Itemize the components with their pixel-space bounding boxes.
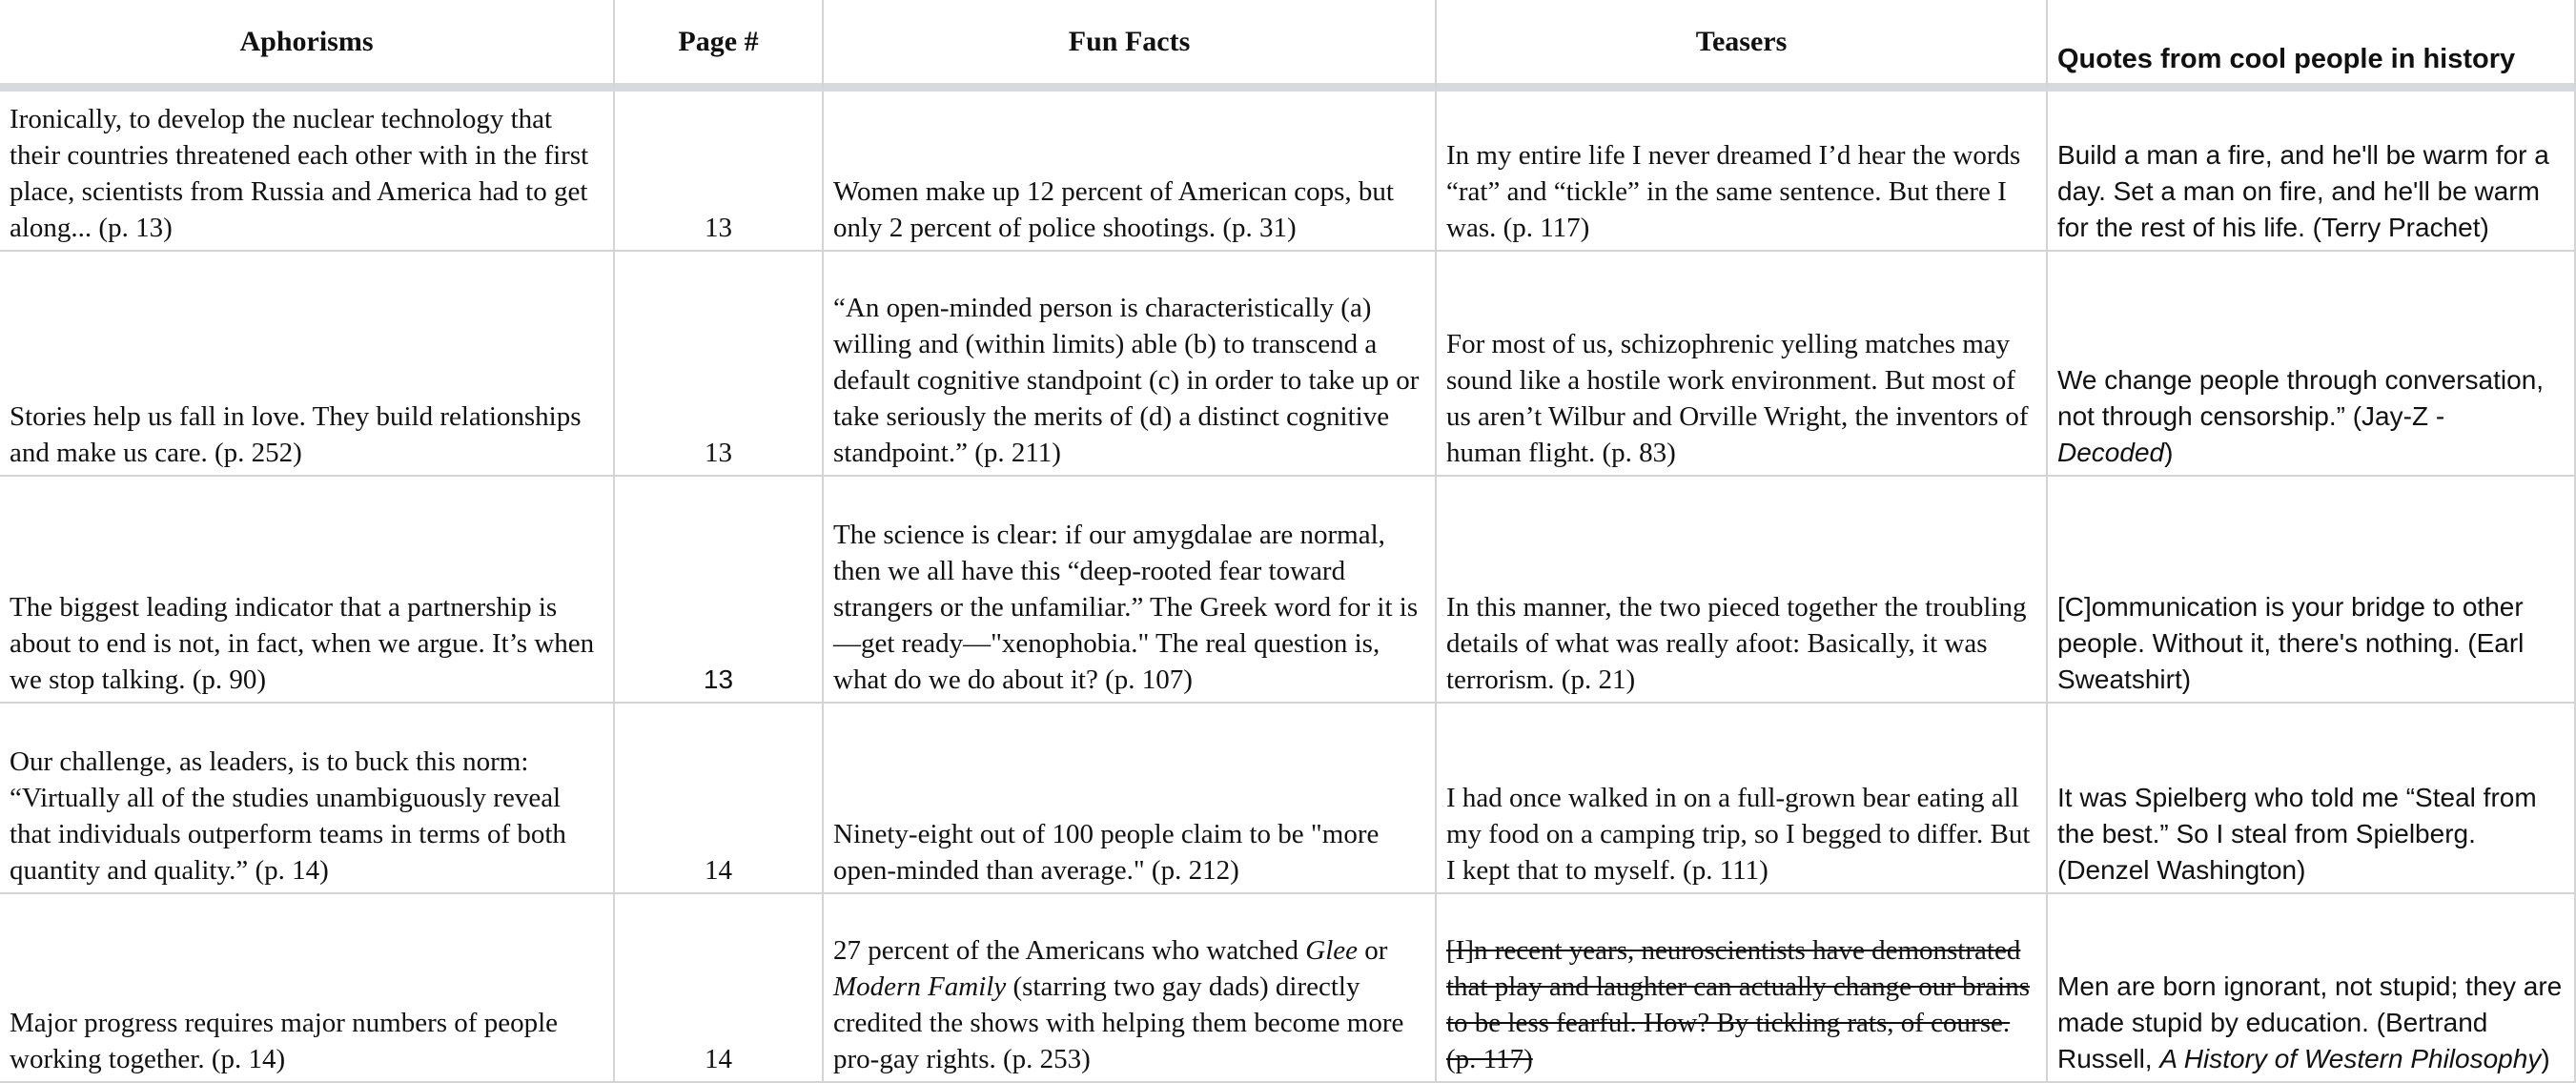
table-cell-teaser[interactable] bbox=[1437, 894, 2048, 1083]
table-cell-fun-fact[interactable] bbox=[824, 252, 1437, 477]
show-title-glee: Glee bbox=[1305, 935, 1358, 966]
header-teasers[interactable] bbox=[1437, 0, 2048, 92]
table-cell-teaser[interactable] bbox=[1437, 704, 2048, 894]
fun-fact-text-c: (starring two gay dads) directly credited the shows with helping them become more pro-gay rights. (p. 253) bbox=[833, 971, 1404, 1074]
table-cell-quote[interactable] bbox=[2048, 704, 2576, 894]
header-page-label: Page # bbox=[678, 25, 759, 57]
cell-text: Our challenge, as leaders, is to buck this norm: “Virtually all of the studies unambiguously reveal that individuals outperform teams in terms of both quantity and quality.” (p. 14) bbox=[10, 746, 566, 886]
cell-text: The biggest leading indicator that a partnership is about to end is not, in fact, when we argue. It’s when we stop talking. (p. 90) bbox=[10, 592, 595, 695]
table-cell-page[interactable] bbox=[615, 894, 824, 1083]
table-cell-fun-fact[interactable] bbox=[824, 704, 1437, 894]
header-fun-facts[interactable] bbox=[824, 0, 1437, 92]
quote-text-b: ) bbox=[2541, 1044, 2550, 1073]
show-title-modern-family: Modern Family bbox=[833, 971, 1007, 1002]
cell-text: Build a man a fire, and he'll be warm for a day. Set a man on fire, and he'll be warm for the rest of his life. (Terry Prachet) bbox=[2057, 140, 2549, 242]
cell-text: “An open-minded person is characteristically (a) willing and (within limits) able (b) to transcend a default cognitive standpoint (c) in order to take up or take seriously the merits of (d) a distinct cognitive standpoint.” (p. 211) bbox=[833, 293, 1420, 468]
header-quotes-label: Quotes from cool people in history bbox=[2057, 44, 2516, 74]
cell-text bbox=[833, 932, 1425, 1077]
cell-text: 14 bbox=[705, 855, 732, 886]
table-cell-fun-fact[interactable] bbox=[824, 477, 1437, 704]
cell-text: Major progress requires major numbers of people working together. (p. 14) bbox=[10, 1008, 559, 1074]
cell-text: For most of us, schizophrenic yelling matches may sound like a hostile work environment. But most of us aren’t Wilbur and Orville Wright, the inventors of human flight. (p. 83) bbox=[1446, 329, 2029, 468]
cell-text: 13 bbox=[705, 438, 732, 468]
table-cell-page[interactable] bbox=[615, 92, 824, 252]
cell-text: Ironically, to develop the nuclear technology that their countries threatened each other with in the first place, scientists from Russia and America had to get along... (p. 13) bbox=[10, 104, 589, 243]
quote-text-a: Men are born ignorant, not stupid; they are made stupid by education. (Bertrand Russell, bbox=[2057, 971, 2563, 1073]
quote-title: A History of Western Philosophy bbox=[2159, 1044, 2542, 1073]
cell-text: 13 bbox=[703, 664, 734, 694]
table-cell-teaser[interactable] bbox=[1437, 92, 2048, 252]
cell-text: Ninety-eight out of 100 people claim to be "more open-minded than average." (p. 212) bbox=[833, 819, 1380, 886]
cell-text: Women make up 12 percent of American cops, but only 2 percent of police shootings. (p. 31) bbox=[833, 176, 1394, 243]
cell-text: 14 bbox=[705, 1044, 732, 1074]
cell-text-struck: [I]n recent years, neuroscientists have demonstrated that play and laughter can actually change our brains to be less fearful. How? By tickling rats, of course. (p. 117) bbox=[1446, 935, 2030, 1074]
cell-text: [C]ommunication is your bridge to other people. Without it, there's nothing. (Earl Sweatshirt) bbox=[2057, 592, 2525, 694]
table-cell-aphorism[interactable] bbox=[0, 477, 615, 704]
cell-text: In my entire life I never dreamed I’d hear the words “rat” and “tickle” in the same sentence. But there I was. (p. 117) bbox=[1446, 140, 2021, 243]
table-cell-page[interactable] bbox=[615, 704, 824, 894]
table-cell-teaser[interactable] bbox=[1437, 252, 2048, 477]
quote-text-b: ) bbox=[2164, 438, 2174, 467]
table-cell-page[interactable] bbox=[615, 252, 824, 477]
table-cell-quote[interactable] bbox=[2048, 92, 2576, 252]
quote-title: Decoded bbox=[2057, 438, 2165, 467]
table-cell-aphorism[interactable] bbox=[0, 704, 615, 894]
table-cell-aphorism[interactable] bbox=[0, 894, 615, 1083]
header-fun-facts-label: Fun Facts bbox=[1068, 25, 1191, 57]
cell-text bbox=[2057, 969, 2565, 1077]
table-cell-page[interactable] bbox=[615, 477, 824, 704]
table-cell-aphorism[interactable] bbox=[0, 92, 615, 252]
cell-text: 13 bbox=[705, 213, 732, 243]
table-cell-fun-fact[interactable] bbox=[824, 894, 1437, 1083]
table-cell-quote[interactable] bbox=[2048, 252, 2576, 477]
table-cell-quote[interactable] bbox=[2048, 477, 2576, 704]
cell-text: It was Spielberg who told me “Steal from the best.” So I steal from Spielberg. (Denzel Washington) bbox=[2057, 783, 2537, 885]
header-teasers-label: Teasers bbox=[1695, 25, 1788, 57]
header-page[interactable] bbox=[615, 0, 824, 92]
cell-text: In this manner, the two pieced together the troubling details of what was really afoot: Basically, it was terrorism. (p. 21) bbox=[1446, 592, 2027, 695]
header-aphorisms[interactable] bbox=[0, 0, 615, 92]
cell-text: I had once walked in on a full-grown bear eating all my food on a camping trip, so I begged to differ. But I kept that to myself. (p. 111) bbox=[1446, 783, 2031, 886]
quote-text-a: We change people through conversation, not through censorship.” (Jay-Z - bbox=[2057, 365, 2545, 431]
cell-text: Stories help us fall in love. They build relationships and make us care. (p. 252) bbox=[10, 401, 582, 468]
table-cell-teaser[interactable] bbox=[1437, 477, 2048, 704]
fun-fact-text-b: or bbox=[1358, 935, 1388, 966]
header-quotes[interactable] bbox=[2048, 0, 2576, 92]
table-cell-aphorism[interactable] bbox=[0, 252, 615, 477]
table-cell-fun-fact[interactable] bbox=[824, 92, 1437, 252]
fun-fact-text-a: 27 percent of the Americans who watched bbox=[833, 935, 1306, 966]
cell-text bbox=[2057, 362, 2565, 471]
header-aphorisms-label: Aphorisms bbox=[239, 25, 374, 57]
table-cell-quote[interactable] bbox=[2048, 894, 2576, 1083]
cell-text: The science is clear: if our amygdalae are normal, then we all have this “deep-rooted fear toward strangers or the unfamiliar.” The Greek word for it is—get ready—"xenophobia." The real question is, what do we do about it? (p. 107) bbox=[833, 520, 1419, 695]
